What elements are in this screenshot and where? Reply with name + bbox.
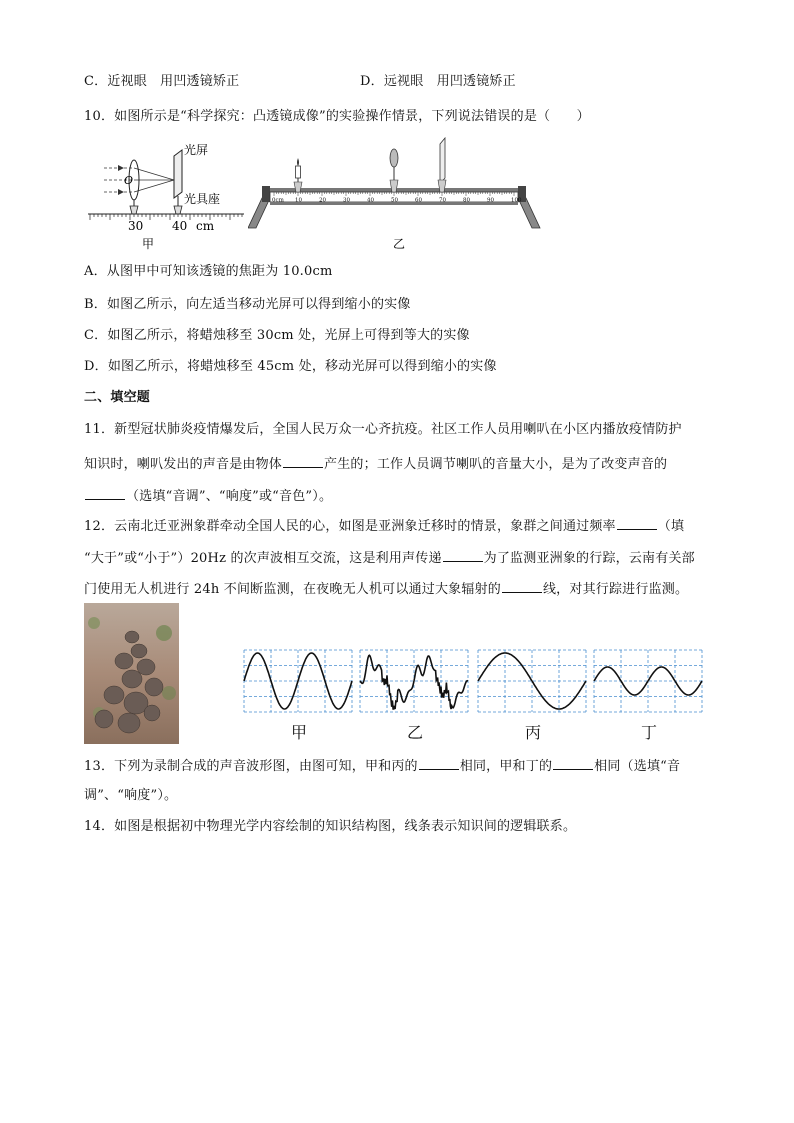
q12-line1-part1: 12．云南北迁亚洲象群牵动全国人民的心，如图是亚洲象迁移时的情景，象群之间通过频率 [84,519,616,534]
waveform-label: 丙 [525,723,542,742]
section-title: 二、填空题 [84,390,151,405]
q9-option-c: C．近视眼 用凹透镜矫正 [84,74,240,89]
q14-line1: 14．如图是根据初中物理光学内容绘制的知识结构图，线条表示知识间的逻辑联系。 [84,819,577,834]
q10-option-a: A．从图甲中可知该透镜的焦距为 10.0cm [84,264,333,279]
unit-label: cm [196,219,215,233]
waveform-label: 甲 [291,723,308,742]
q11-line2-part2: 产生的；工作人员调节喇叭的音量大小，是为了改变声音的 [324,457,668,472]
q10-option-b: B．如图乙所示，向左适当移动光屏可以得到缩小的实像 [84,297,411,312]
scale-label: 70 [439,197,446,204]
q13-line1-part1: 13．下列为录制合成的声音波形图，由图可知，甲和丙的 [84,759,418,774]
waveform-label: 丁 [641,723,658,742]
q13-line1-part3: 相同（选填“音 [594,759,681,774]
tick-30-label: 30 [128,219,144,233]
q11-line2-part1: 知识时，喇叭发出的声音是由物体 [84,457,283,472]
scale-label: 100 [511,197,522,204]
q12-blank-3[interactable] [502,579,542,593]
q11-line3 [84,486,332,505]
bench-label: 光具座 [184,192,221,206]
waveform-panel [594,650,702,742]
q11-line3-text: （选填“音调”、“响度”或“音色”）。 [126,489,333,504]
q13-line2: 调”、“响度”）。 [84,788,178,803]
q12-line2-part2: 为了监测亚洲象的行踪，云南有关部 [483,551,695,566]
q9-option-d: D．远视眼 用凹透镜矫正 [360,74,516,89]
scale-label: 60 [415,197,422,204]
waveform-label: 乙 [407,723,424,742]
q12-line2 [84,548,695,567]
light-screen [438,138,446,192]
q12-line3-part2: 线，对其行踪进行监测。 [542,582,689,597]
screen-label: 光屏 [184,143,209,157]
candle [294,158,302,192]
waveform-panel [360,650,468,742]
q11-line2 [84,454,667,473]
q13-line1-part2: 相同，甲和丁的 [459,759,553,774]
q12-line1 [84,516,684,535]
q10-option-d: D．如图乙所示，将蜡烛移至 45cm 处，移动光屏可以得到缩小的实像 [84,359,497,374]
scale-label: 40 [367,197,374,204]
q11-blank-2[interactable] [85,486,125,500]
elephant-herd-photo [84,603,179,744]
q11-blank-1[interactable] [283,454,323,468]
q11-line1: 11．新型冠状肺炎疫情爆发后，全国人民万众一心齐抗疫。社区工作人员用喇叭在小区内播放疫情防护 [84,422,682,437]
q12-line3 [84,579,688,598]
figure-yi-optical-bench [248,136,548,254]
figure-yi-caption: 乙 [393,237,406,251]
lens-center-label: O [124,174,134,187]
q12-line2-part1: “大于”或“小于”）20Hz 的次声波相互交流，这是利用声传递 [84,551,442,566]
scale-label: 30 [343,197,350,204]
scale-label: 20 [319,197,326,204]
scale-label: 80 [463,197,470,204]
q13-line1 [84,756,680,775]
figure-jia-caption: 甲 [142,237,155,251]
waveform-panel [244,650,352,742]
scale-label: 10 [295,197,302,204]
q10-stem: 10．如图所示是“科学探究：凸透镜成像”的实验操作情景，下列说法错误的是（ ） [84,109,590,124]
q12-line1-part2: （填 [657,519,685,534]
figure-jia-lens-focus [84,136,254,254]
waveform-panel [478,650,586,742]
q12-line3-part1: 门使用无人机进行 24h 不间断监测，在夜晚无人机可以通过大象辐射的 [84,582,501,597]
q10-option-c: C．如图乙所示，将蜡烛移至 30cm 处，光屏上可得到等大的实像 [84,328,470,343]
q13-blank-1[interactable] [419,756,459,770]
tick-40-label: 40 [172,219,188,233]
convex-lens [390,149,398,192]
sound-waveforms [240,646,710,742]
scale-label: 50 [391,197,398,204]
q13-blank-2[interactable] [553,756,593,770]
q12-blank-1[interactable] [617,516,657,530]
scale-label: 90 [487,197,494,204]
scale-label: 0cm [272,197,284,204]
q12-blank-2[interactable] [443,548,483,562]
